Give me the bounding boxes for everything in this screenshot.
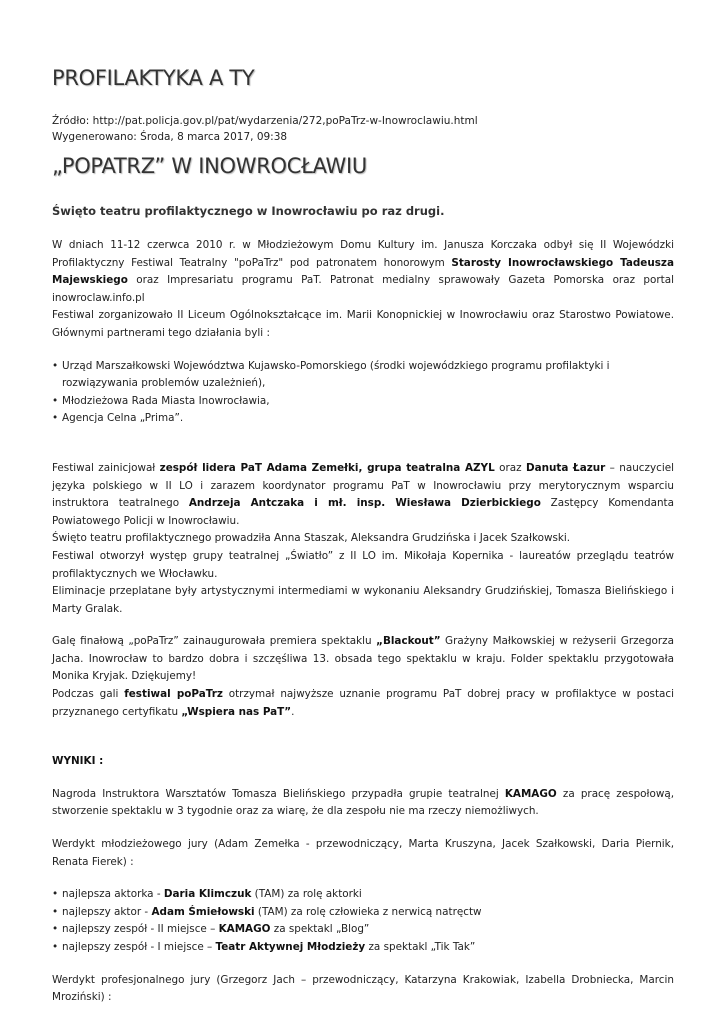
paragraph: Festiwal zorganizowało II Liceum Ogólnokształcące im. Marii Konopnickiej w Inowrocławiu oraz Starostwo Powiatowe. Głównymi partnerami tego działania byli :: [52, 309, 674, 339]
partners-list: [52, 358, 674, 428]
generated-label: Wygenerowano:: [52, 130, 137, 143]
paragraph: W dniach 11-12 czerwca 2010 r. w Młodzieżowym Domu Kultury im. Janusza Korczaka odbył się II Wojewódzki Profilaktyczny Festiwal Teatralny "poPaTrz" pod patronatem honorowym Starosty Inowrocławskiego Tadeusza Majewskiego oraz Impresariatu programu PaT. Patronat medialny sprawowały Gazeta Pomorska oraz portal inowroclaw.info.pl: [52, 239, 674, 304]
article-lead: Święto teatru profilaktycznego w Inowrocławiu po raz drugi.: [52, 204, 445, 218]
paragraph: Werdykt profesjonalnego jury (Grzegorz Jach – przewodniczący, Katarzyna Krakowiak, Izabella Drobniecka, Marcin Mroziński) :: [52, 973, 674, 1004]
generated-value: Środa, 8 marca 2017, 09:38: [140, 130, 288, 143]
article-body: [52, 237, 674, 1007]
paragraph: Święto teatru profilaktycznego prowadziła Anna Staszak, Aleksandra Grudzińska i Jacek Szałkowski.: [52, 532, 571, 545]
paragraph: Eliminacje przeplatane były artystycznymi intermediami w wykonaniu Aleksandry Grudzińskiej, Tomasza Bielińskiego i Marty Gralak.: [52, 585, 674, 615]
generated-line: [52, 130, 478, 146]
youth-results-list: [52, 886, 674, 956]
results-heading: WYNIKI :: [52, 755, 104, 768]
paragraph: Nagroda Instruktora Warsztatów Tomasza Bielińskiego przypadła grupie teatralnej KAMAGO za pracę zespołową, stworzenie spektaklu w 3 tygodnie oraz za wiarę, że dla zespołu nie ma rzeczy niemożliwych.: [52, 787, 674, 818]
article-title: „POPATRZ” W INOWROCŁAWIU: [52, 154, 367, 178]
source-label: Źródło:: [52, 115, 90, 127]
list-item: • najlepsza aktorka - Daria Klimczuk (TAM) za rolę aktorki: [52, 886, 674, 904]
list-item: • najlepszy zespół - I miejsce – Teatr Aktywnej Młodzieży za spektakl „Tik Tak”: [52, 939, 674, 957]
paragraph: Festiwal zainicjował zespół lidera PaT Adama Zemełki, grupa teatralna AZYL oraz Danuta Łazur – nauczyciel języka polskiego w II LO i zarazem koordynator programu PaT w Inowrocławiu przy merytorycznym wsparciu instruktora teatralnego Andrzeja Antczaka i mł. insp. Wiesława Dzierbickiego Zastępcy Komendanta Powiatowego Policji w Inowrocławiu.: [52, 461, 674, 527]
list-item: • Młodzieżowa Rada Miasta Inowrocławia,: [52, 393, 674, 411]
list-item: • najlepszy aktor - Adam Śmiełowski (TAM) za rolę człowieka z nerwicą natręctw: [52, 904, 674, 922]
paragraph: Galę finałową „poPaTrz” zainaugurowała premiera spektaklu „Blackout” Grażyny Małkowskiej w reżyserii Grzegorza Jacha. Inowrocław to bardzo dobra i szczęśliwa 13. obsada tego spektaklu w kraju. Folder spektaklu przygotowała Monika Kryjak. Dziękujemy!: [52, 635, 674, 683]
source-url[interactable]: http://pat.policja.gov.pl/pat/wydarzenia/272,poPaTrz-w-Inowroclawiu.html: [92, 115, 478, 127]
list-item: • Urząd Marszałkowski Województwa Kujawsko-Pomorskiego (środki wojewódzkiego programu profilaktyki i rozwiązywania problemów uzależnień),: [52, 358, 674, 393]
document-meta: [52, 114, 478, 145]
paragraph: Festiwal otworzył występ grupy teatralnej „Światło” z II LO im. Mikołaja Kopernika - laureatów przeglądu teatrów profilaktycznych we Włocławku.: [52, 549, 674, 580]
list-item: • Agencja Celna „Prima”.: [52, 410, 674, 428]
source-line: [52, 114, 478, 130]
site-title: PROFILAKTYKA A TY: [52, 66, 255, 90]
list-item: • najlepszy zespół - II miejsce – KAMAGO za spektakl „Blog”: [52, 921, 674, 939]
paragraph: Podczas gali festiwal poPaTrz otrzymał najwyższe uznanie programu PaT dobrej pracy w profilaktyce w postaci przyznanego certyfikatu „Wspiera nas PaT”.: [52, 688, 675, 718]
paragraph: Werdykt młodzieżowego jury (Adam Zemełka - przewodniczący, Marta Kruszyna, Jacek Szałkowski, Daria Piernik, Renata Fierek) :: [52, 838, 674, 868]
